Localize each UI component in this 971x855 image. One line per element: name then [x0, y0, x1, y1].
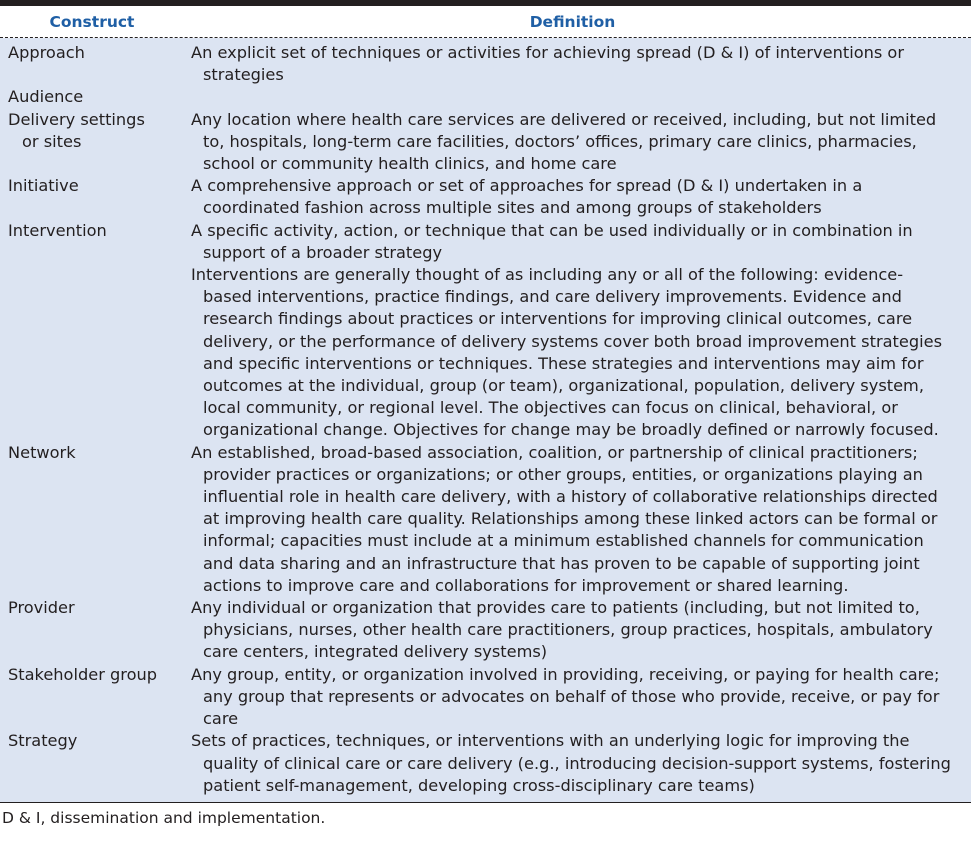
construct-label: Initiative: [8, 176, 79, 196]
construct-cell: [0, 109, 186, 153]
table-header: [0, 6, 971, 38]
definition-cell: Sets of practices, techniques, or interventions with an underlying logic for improving the quality of clinical care or care delivery (e.g., introducing decision-support systems, fostering patient self-management, developing cross-disciplinary care teams): [191, 731, 951, 795]
construct-label: Delivery settings: [8, 109, 145, 129]
construct-label-continued: or sites: [22, 131, 82, 151]
construct-label: Strategy: [8, 731, 78, 751]
definition-cell: A comprehensive approach or set of approaches for spread (D & I) undertaken in a coordinated fashion across multiple sites and among groups of stakeholders: [191, 176, 863, 218]
definition-cell: An established, broad-based association, coalition, or partnership of clinical practitioners; provider practices or organizations; or other groups, entities, or organizations playing an influential role in health care delivery, with a history of collaborative relationships directed at improving health care quality. Relationships among these linked actors can be formal or informal; capacities must include at a minimum established channels for communication and data sharing and an infrastructure that has proven to be capable of supporting joint actions to improve care and collaborations for improvement or shared learning.: [191, 442, 938, 595]
table-row: [0, 442, 971, 597]
construct-cell: [0, 175, 186, 197]
table-row: [0, 220, 971, 264]
definition-cell: A specific activity, action, or technique that can be used individually or in combination in support of a broader strategy: [191, 220, 913, 262]
construct-cell: [0, 42, 186, 64]
construct-cell: [0, 442, 186, 464]
table-row: [0, 109, 971, 176]
table-row: [0, 664, 971, 731]
construct-label: Provider: [8, 598, 75, 618]
construct-label: Stakeholder group: [8, 664, 158, 684]
table-row-continuation: [0, 264, 971, 442]
table-footnote: D & I, dissemination and implementation.: [2, 808, 326, 827]
column-header-construct: Construct: [49, 12, 135, 31]
table-row: [0, 597, 971, 664]
table-row: [0, 730, 971, 797]
construct-cell: [0, 597, 186, 619]
construct-label: Intervention: [8, 220, 107, 240]
column-header-definition: Definition: [529, 12, 616, 31]
table-row: [0, 86, 971, 108]
definition-cell: Any location where health care services are delivered or received, including, but not limited to, hospitals, long-term care facilities, doctors’ offices, primary care clinics, pharmacies, school or community health clinics, and home care: [191, 109, 937, 174]
construct-cell: [0, 664, 186, 686]
construct-label: Approach: [8, 43, 85, 62]
definition-cell-extra: Interventions are generally thought of as including any or all of the following: evidence-based interventions, practice findings, and care delivery improvements. Evidence and research findings about practices or interventions for improving clinical outcomes, care delivery, or the performance of delivery systems cover both broad improvement strategies and specific interventions or techniques. These strategies and interventions may aim for outcomes at the individual, group (or team), organizational, population, delivery system, local community, or regional level. The objectives can focus on clinical, behavioral, or organizational change. Objectives for change may be broadly defined or narrowly focused.: [191, 265, 943, 440]
definition-cell: Any individual or organization that provides care to patients (including, but not limited to, physicians, nurses, other health care practitioners, group practices, hospitals, ambulatory care centers, integrated delivery systems): [191, 598, 933, 662]
table-row: [0, 175, 971, 219]
construct-cell: [0, 220, 186, 242]
table-body: [0, 38, 971, 803]
definition-cell: An explicit set of techniques or activities for achieving spread (D & I) of interventions or strategies: [191, 43, 904, 85]
construct-label: Network: [8, 442, 76, 462]
table-row: [0, 42, 971, 86]
construct-cell: [0, 86, 186, 108]
definition-cell: Any group, entity, or organization involved in providing, receiving, or paying for health care; any group that represents or advocates on behalf of those who provide, receive, or pay for care: [191, 664, 940, 729]
construct-cell: [0, 730, 186, 752]
construct-label: Audience: [8, 87, 84, 107]
